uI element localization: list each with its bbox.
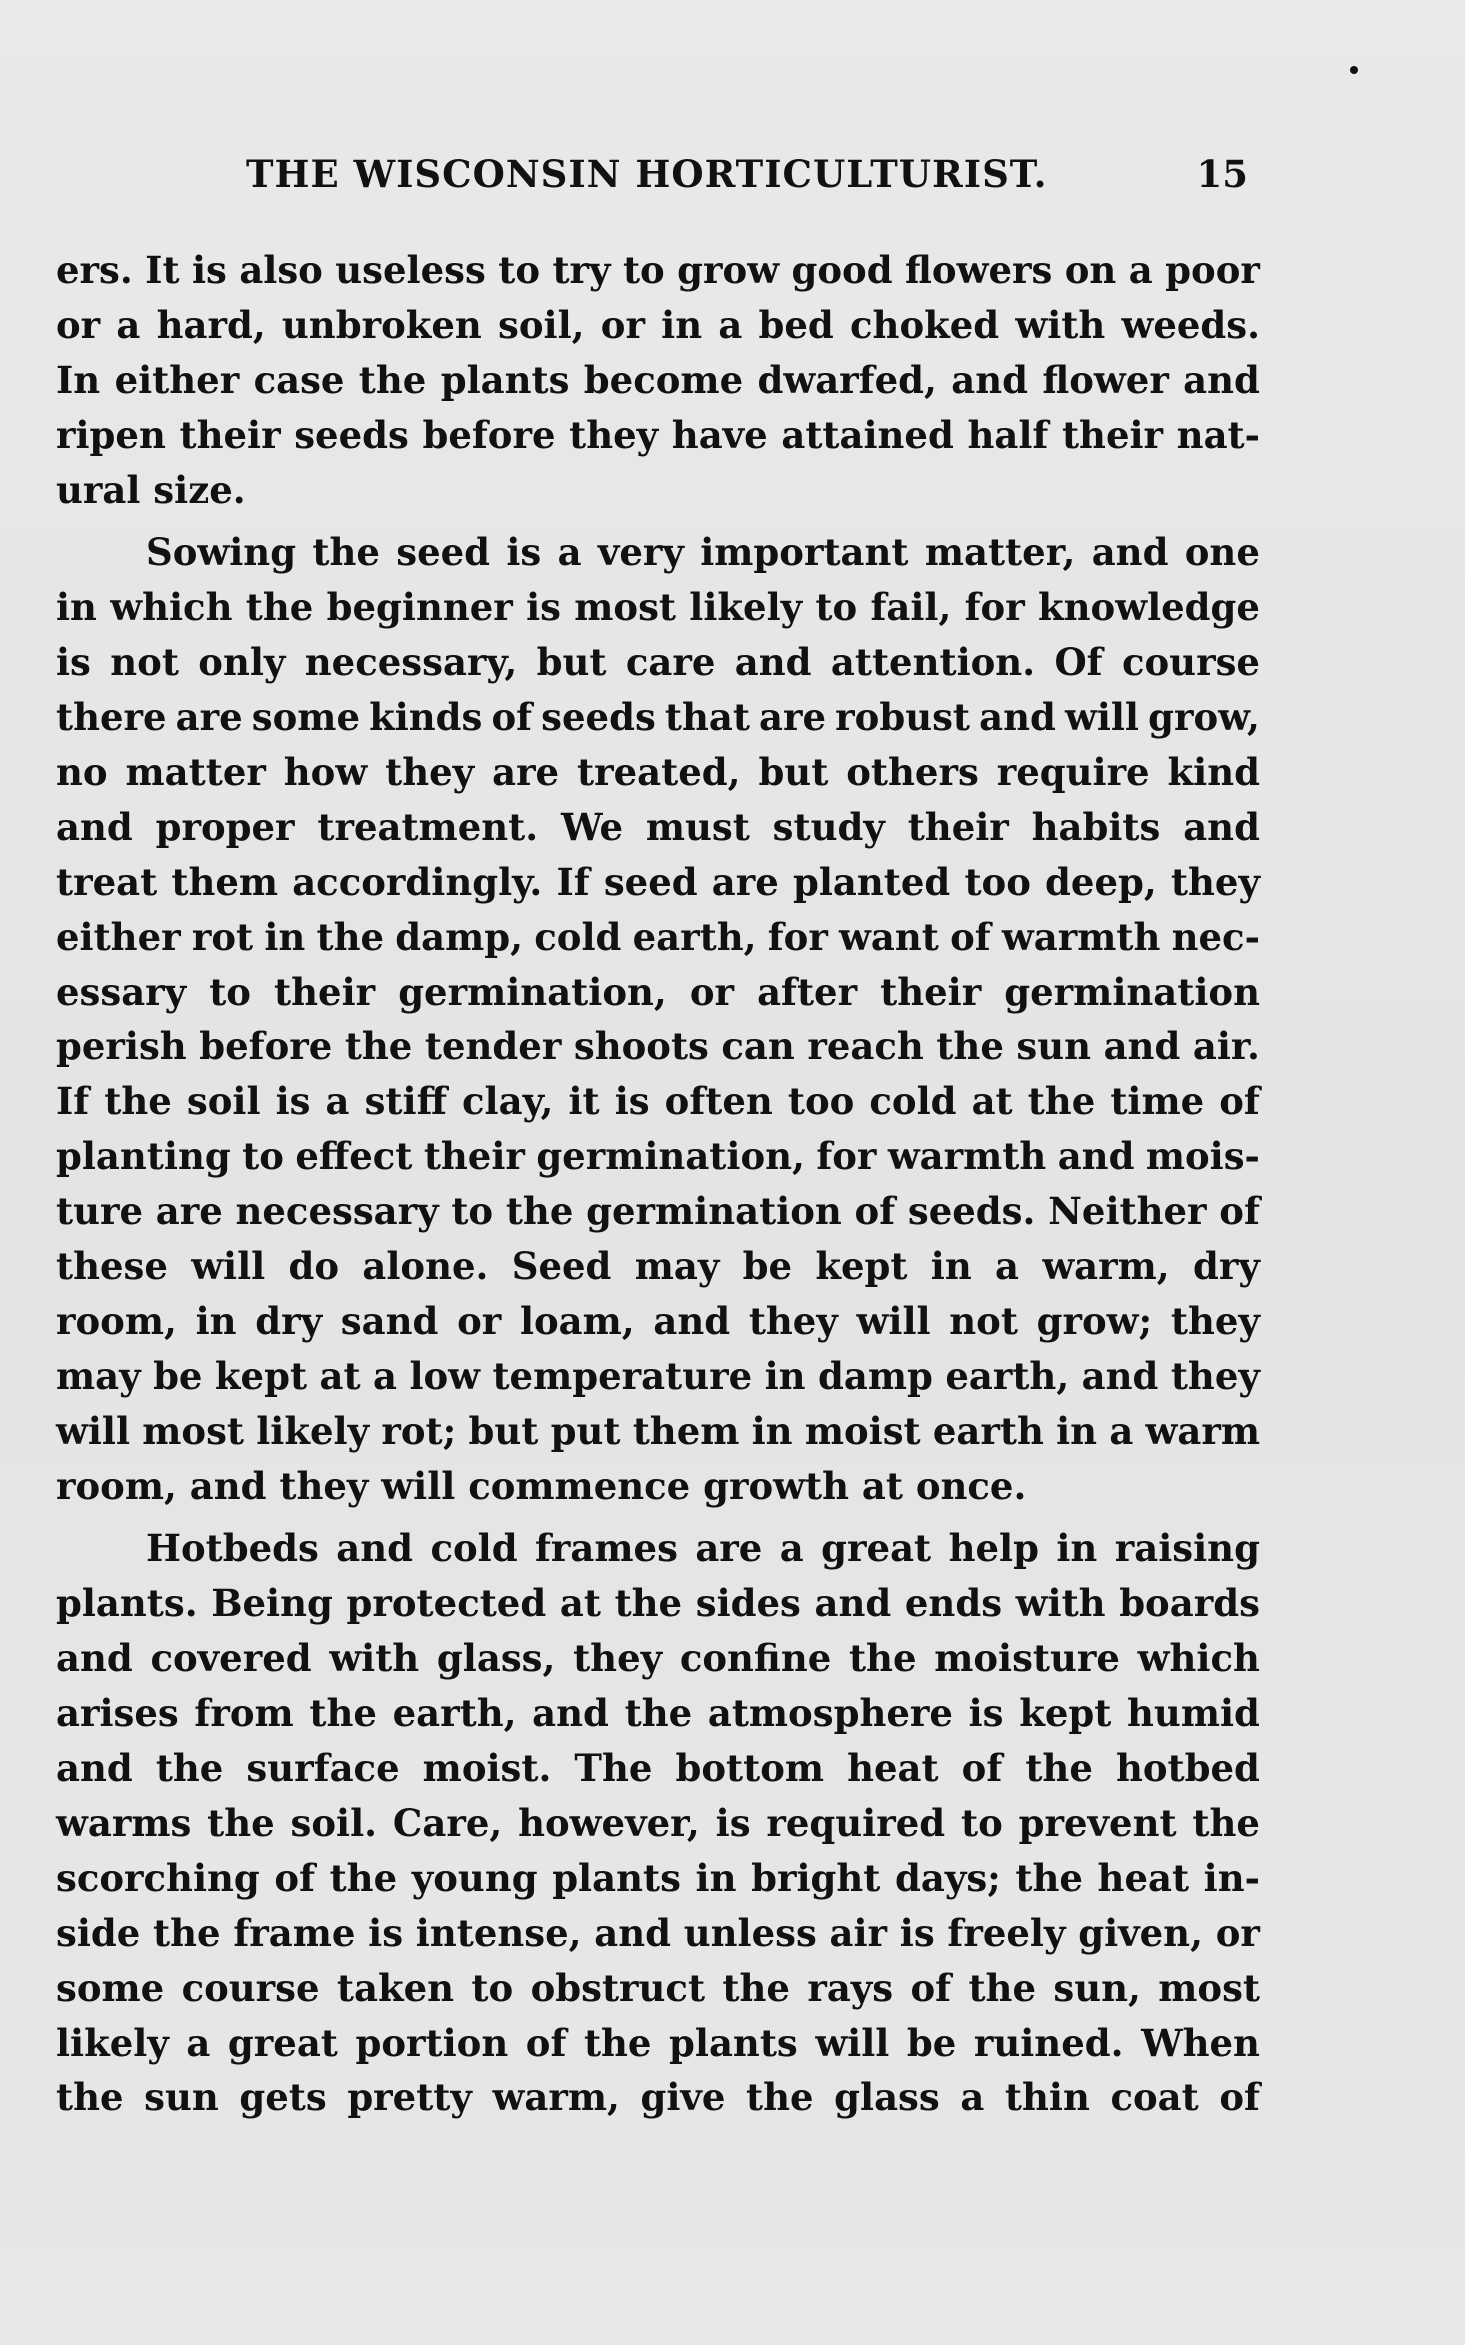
text-line: Hotbeds and cold frames are a great help in raising — [146, 1526, 1260, 1571]
text-line: side the frame is intense, and unless air is freely given, or — [56, 1910, 1260, 1955]
page-number: 15 — [1196, 152, 1248, 196]
text-line: warms the soil. Care, however, is required to prevent the — [56, 1800, 1260, 1845]
text-line: treat them accordingly. If seed are planted too deep, they — [56, 859, 1260, 904]
text-line: and covered with glass, they confine the moisture which — [56, 1636, 1260, 1681]
body-text — [56, 243, 1260, 2125]
text-line: will most likely rot; but put them in moist earth in a warm — [56, 1408, 1260, 1453]
text-line: ers. It is also useless to try to grow good flowers on a poor — [56, 248, 1260, 292]
text-line: or a hard, unbroken soil, or in a bed choked with weeds. — [56, 302, 1260, 347]
text-line: is not only necessary, but care and attention. Of course — [56, 640, 1260, 685]
text-line: these will do alone. Seed may be kept in a warm, dry — [56, 1244, 1260, 1289]
text-line: arises from the earth, and the atmosphere is kept humid — [56, 1691, 1260, 1736]
text-line: either rot in the damp, cold earth, for want of warmth nec- — [56, 914, 1260, 959]
text-line: If the soil is a stiff clay, it is often too cold at the time of — [56, 1079, 1260, 1124]
text-line: ture are necessary to the germination of seeds. Neither of — [56, 1189, 1260, 1234]
text-line: Sowing the seed is a very important matter, and one — [146, 530, 1260, 575]
text-line: in which the beginner is most likely to fail, for knowledge — [56, 585, 1260, 630]
text-line: no matter how they are treated, but others require kind — [56, 750, 1260, 795]
text-line: room, in dry sand or loam, and they will not grow; they — [56, 1298, 1260, 1343]
paragraph — [56, 1521, 1260, 2125]
text-line: likely a great portion of the plants will be ruined. When — [56, 2020, 1260, 2065]
text-line: some course taken to obstruct the rays of the sun, most — [56, 1965, 1260, 2010]
text-line: plants. Being protected at the sides and ends with boards — [56, 1581, 1260, 1626]
ink-speck — [1350, 66, 1358, 74]
text-line: scorching of the young plants in bright days; the heat in- — [56, 1855, 1260, 1900]
paragraph — [56, 525, 1260, 1513]
text-line: In either case the plants become dwarfed, and flower and — [56, 357, 1260, 402]
text-line: may be kept at a low temperature in damp earth, and they — [56, 1353, 1260, 1398]
page-header — [246, 152, 1248, 202]
text-line: there are some kinds of seeds that are robust and will grow, — [56, 695, 1260, 740]
text-line: ural size. — [56, 467, 246, 512]
text-line: perish before the tender shoots can reach the sun and air. — [56, 1024, 1260, 1069]
text-line: room, and they will commence growth at once. — [56, 1463, 1027, 1508]
text-line: and the surface moist. The bottom heat of the hotbed — [56, 1746, 1260, 1791]
text-line: and proper treatment. We must study their habits and — [56, 804, 1260, 849]
text-line: the sun gets pretty warm, give the glass a thin coat of — [56, 2075, 1260, 2120]
text-line: ripen their seeds before they have attained half their nat- — [56, 412, 1260, 457]
text-line: essary to their germination, or after their germination — [56, 969, 1260, 1014]
running-title: THE WISCONSIN HORTICULTURIST. — [246, 152, 1048, 196]
paragraph — [56, 243, 1260, 517]
text-line: planting to effect their germination, for warmth and mois- — [56, 1134, 1260, 1179]
